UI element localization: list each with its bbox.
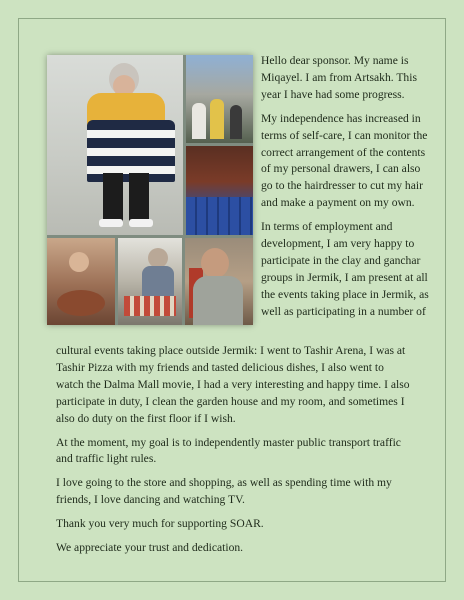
man-body (193, 276, 243, 325)
letter-paragraph-goal: At the moment, my goal is to independently master public transport traffic and traffic light rules. (56, 435, 401, 466)
blue-seats (186, 197, 253, 235)
letter-paragraph-employment: In terms of employment and development, I am very happy to participate in the clay and ganchar groups in Jermik, I am present at all the events taking place in Jermik, as well as participating in a number of (261, 220, 429, 318)
photo-holding-sweater (47, 55, 183, 235)
clay-pot (57, 290, 105, 316)
person-white (192, 103, 206, 139)
person-dark (230, 105, 242, 139)
letter-paragraph-independence: My independence has increased in terms of self-care, I can monitor the correct arrangement of the contents of my personal drawers, I can also go to the hairdresser to cut my hair and make a payment on my own. (261, 111, 428, 210)
man-head (201, 248, 229, 278)
letter-closing: We appreciate your trust and dedication. (56, 541, 244, 555)
letter-paragraph-hobbies: I love going to the store and shopping, as well as spending time with my friends, I love dancing and watching TV. (56, 476, 392, 507)
photo-group-outdoors (186, 55, 253, 143)
letter-greeting: Hello dear sponsor. My name is Miqayel. I am from Artsakh. This year I have had some progress. (261, 54, 417, 101)
photo-collage (47, 55, 253, 325)
shoe-right (129, 219, 153, 227)
photo-portrait-man (185, 238, 253, 325)
photo-arena-seats (186, 146, 253, 235)
figure-leg-right (129, 173, 149, 223)
shoe-left (99, 219, 123, 227)
letter-thanks: Thank you very much for supporting SOAR. (56, 517, 264, 531)
potter-head (69, 252, 89, 272)
store-shelf (124, 296, 176, 316)
person-yellow (210, 99, 224, 139)
figure-leg-left (103, 173, 123, 223)
photo-store-shopping (118, 238, 182, 325)
letter-paragraph-events: cultural events taking place outside Jermik: I went to Tashir Arena, I was at Tashir Pizza with my friends and tasted delicious dishes, I also went to watch the Dalma Mall movie, I had a very interesting and happy time. I also participate in duty, I clean the garden house and my room, and sometimes I also do duty on the first floor if I wish. (56, 344, 410, 425)
letter-full-width (56, 343, 412, 564)
letter-side-column (261, 53, 433, 321)
shopper-head (148, 248, 168, 268)
photo-pottery-class (47, 238, 115, 325)
